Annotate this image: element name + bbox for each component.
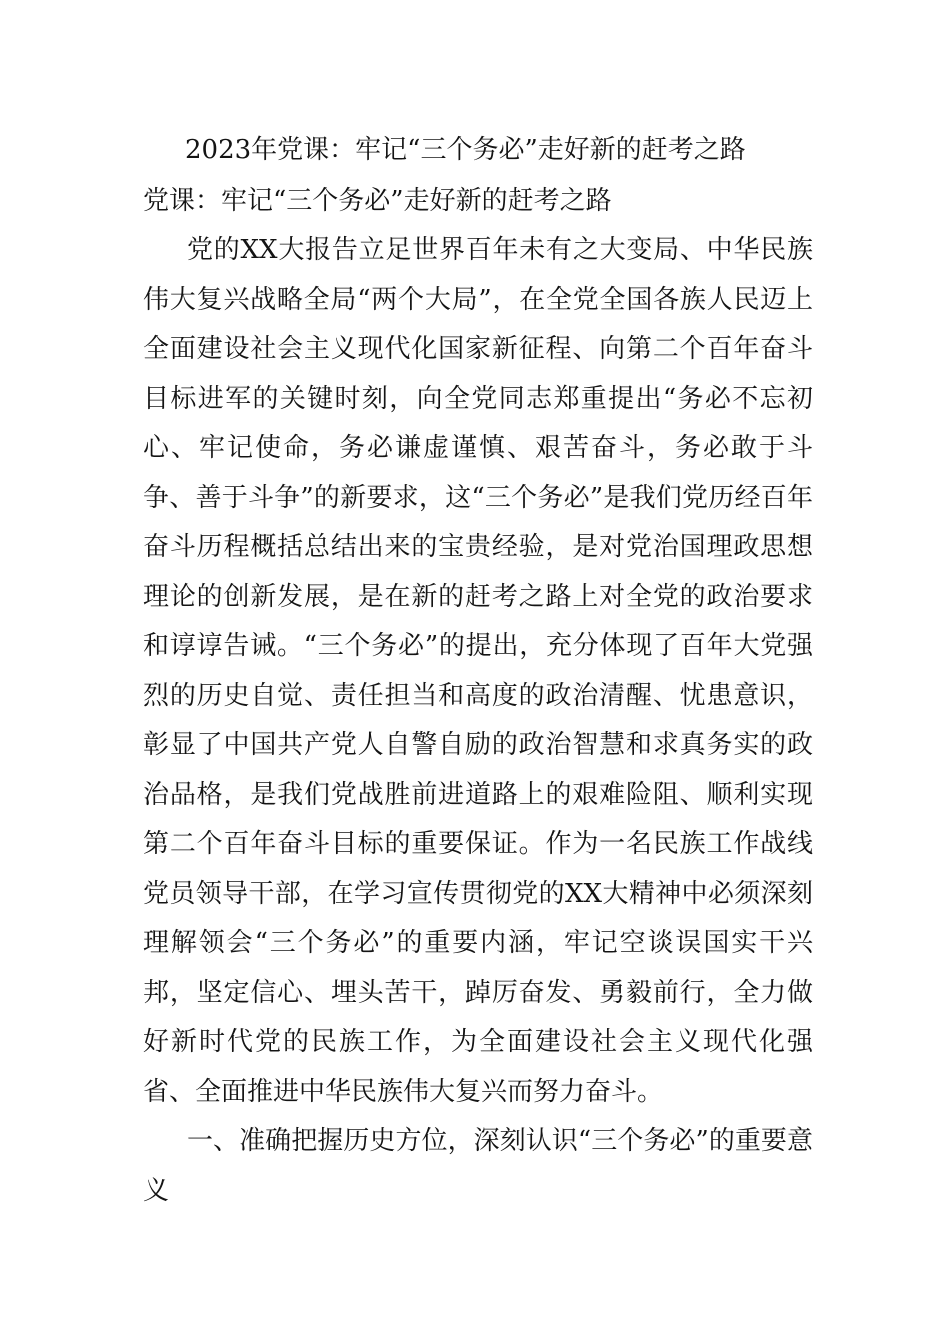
- document-title: 2023年党课：牢记“三个务必”走好新的赶考之路: [185, 135, 746, 165]
- document-subtitle: 党课：牢记“三个务必”走好新的赶考之路: [143, 186, 612, 216]
- document-body: [143, 128, 813, 1216]
- body-paragraph: 党的XX大报告立足世界百年未有之大变局、中华民族伟大复兴战略全局“两个大局”，在全党全国各族人民迈上全面建设社会主义现代化国家新征程、向第二个百年奋斗目标进军的关键时刻，向全党同志郑重提出“务必不忘初心、牢记使命，务必谦虚谨慎、艰苦奋斗，务必敢于斗争、善于斗争”的新要求，这“三个务必”是我们党历经百年奋斗历程概括总结出来的宝贵经验，是对党治国理政思想理论的创新发展，是在新的赶考之路上对全党的政治要求和谆谆告诫。“三个务必”的提出，充分体现了百年大党强烈的历史自觉、责任担当和高度的政治清醒、忧患意识，彰显了中国共产党人自警自励的政治智慧和求真务实的政治品格，是我们党战胜前进道路上的艰难险阻、顺利实现第二个百年奋斗目标的重要保证。作为一名民族工作战线党员领导干部，在学习宣传贯彻党的XX大精神中必须深刻理解领会“三个务必”的重要内涵，牢记空谈误国实干兴邦，坚定信心、埋头苦干，踔厉奋发、勇毅前行，全力做好新时代党的民族工作，为全面建设社会主义现代化强省、全面推进中华民族伟大复兴而努力奋斗。: [143, 235, 813, 1107]
- section-heading: 一、准确把握历史方位，深刻认识“三个务必”的重要意义: [143, 1126, 813, 1206]
